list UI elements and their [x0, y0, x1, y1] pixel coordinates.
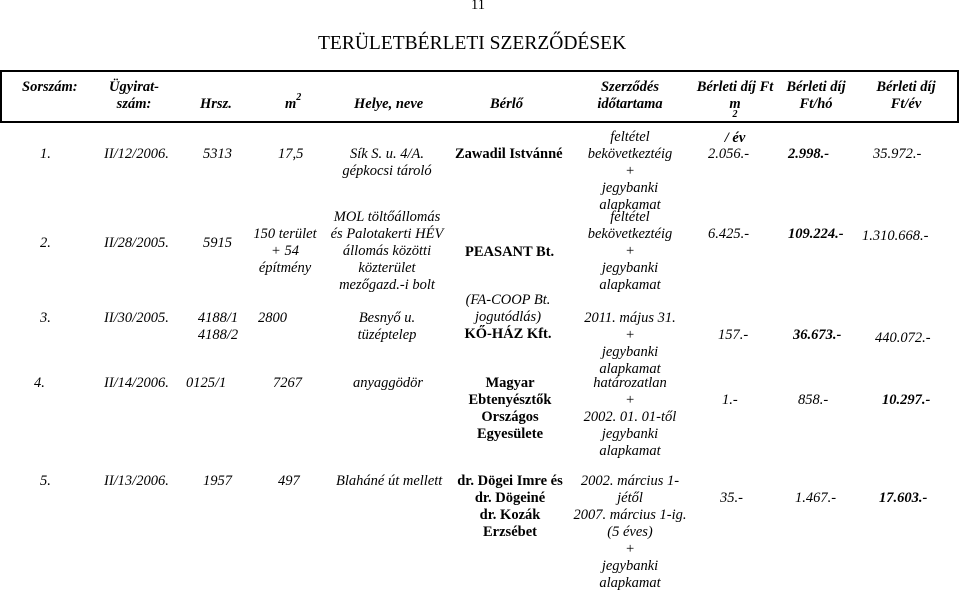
row2-dij-ev: 1.310.668.-	[862, 228, 929, 244]
row3-m2: 2800	[258, 310, 287, 326]
row5-helye: Blaháné út mellett	[336, 473, 443, 489]
row5-hrsz: 1957	[203, 473, 232, 489]
header-szerzodes: Szerződés időtartama	[597, 79, 663, 112]
row1-dij-ho: 2.998.-	[788, 146, 830, 162]
header-helye: Helye, neve	[354, 96, 424, 112]
row4-num: 4.	[34, 375, 45, 391]
table-left-rule	[0, 70, 2, 122]
row1-m2: 17,5	[278, 146, 304, 162]
row2-hrsz: 5915	[203, 235, 232, 251]
table-right-rule	[957, 70, 959, 122]
row1-berlo: Zawadil Istvánné	[455, 146, 563, 162]
row2-berlo: PEASANT Bt.	[465, 244, 555, 260]
row5-berlo: dr. Dögei Imre és dr. Dögeiné dr. Kozák Erzsébet	[457, 473, 563, 540]
row3-num: 3.	[40, 310, 51, 326]
header-sorszam: Sorszám:	[22, 79, 78, 95]
row2-dij-ho: 109.224.-	[788, 226, 844, 242]
row3-idotartam: 2011. május 31. + jegybanki alapkamat	[584, 310, 676, 377]
row5-idotartam: 2002. március 1- jétől 2007. március 1-ig. (5 éves) + jegybanki alapkamat	[573, 473, 687, 591]
header-dij-ev: Bérleti díj Ft/év	[876, 79, 936, 112]
header-ugyirat: Ügyirat- szám:	[109, 79, 159, 112]
row3-helye: Besnyő u. tüzéptelep	[357, 310, 417, 343]
row4-berlo: Magyar Ebtenyésztők Országos Egyesülete	[468, 375, 552, 442]
row3-berlo: (FA-COOP Bt. jogutódlás) KŐ-HÁZ Kft.	[464, 292, 552, 342]
row4-dij-ev: 10.297.-	[882, 392, 931, 408]
row2-dij-m2: 6.425.-	[708, 226, 750, 242]
row2-ugyirat: II/28/2005.	[104, 235, 169, 251]
header-hrsz: Hrsz.	[200, 96, 232, 112]
header-dij-m2: Bérleti díj Ft m $^2$ / év	[696, 79, 774, 146]
row5-dij-m2: 35.-	[720, 490, 743, 506]
row1-dij-ev: 35.972.-	[873, 146, 922, 162]
row1-helye: Sík S. u. 4/A. gépkocsi tároló	[342, 146, 432, 179]
row4-dij-m2: 1.-	[722, 392, 738, 408]
row1-num: 1.	[40, 146, 51, 162]
row1-dij-m2: 2.056.-	[708, 146, 750, 162]
header-berlo: Bérlő	[490, 96, 524, 112]
row5-dij-ho: 1.467.-	[795, 490, 837, 506]
row3-ugyirat: II/30/2005.	[104, 310, 169, 326]
row1-idotartam: feltétel bekövetkeztéig + jegybanki alapkamat	[587, 129, 673, 213]
row2-idotartam: feltétel bekövetkeztéig + jegybanki alapkamat	[587, 209, 673, 293]
row5-num: 5.	[40, 473, 51, 489]
header-top-rule	[0, 70, 959, 72]
row4-m2: 7267	[273, 375, 302, 391]
row5-ugyirat: II/13/2006.	[104, 473, 169, 489]
row3-hrsz: 4188/1 4188/2	[197, 310, 239, 343]
row1-hrsz: 5313	[203, 146, 232, 162]
row2-helye: MOL töltőállomás és Palotakerti HÉV állomás közötti közterület mezőgazd.-i bolt	[330, 209, 444, 293]
row4-idotartam: határozatlan + 2002. 01. 01-től jegybanki alapkamat	[583, 375, 677, 459]
row2-num: 2.	[40, 235, 51, 251]
header-bottom-rule	[0, 121, 959, 123]
row1-ugyirat: II/12/2006.	[104, 146, 169, 162]
row3-dij-m2: 157.-	[718, 327, 749, 343]
row3-dij-ho: 36.673.-	[793, 327, 842, 343]
row4-dij-ho: 858.-	[798, 392, 829, 408]
row4-helye: anyaggödör	[353, 375, 424, 391]
row5-dij-ev: 17.603.-	[879, 490, 928, 506]
row2-m2: 150 terület + 54 építmény	[253, 226, 317, 276]
header-m2: $m^2$	[285, 92, 302, 112]
row5-m2: 497	[278, 473, 300, 489]
page-title: TERÜLETBÉRLETI SZERZŐDÉSEK	[318, 33, 627, 54]
row4-ugyirat: II/14/2006.	[104, 375, 169, 391]
header-dij-ho: Bérleti díj Ft/hó	[786, 79, 846, 112]
page-number: 11	[471, 0, 485, 13]
row3-dij-ev: 440.072.-	[875, 330, 931, 346]
row4-hrsz: 0125/1	[186, 375, 227, 391]
